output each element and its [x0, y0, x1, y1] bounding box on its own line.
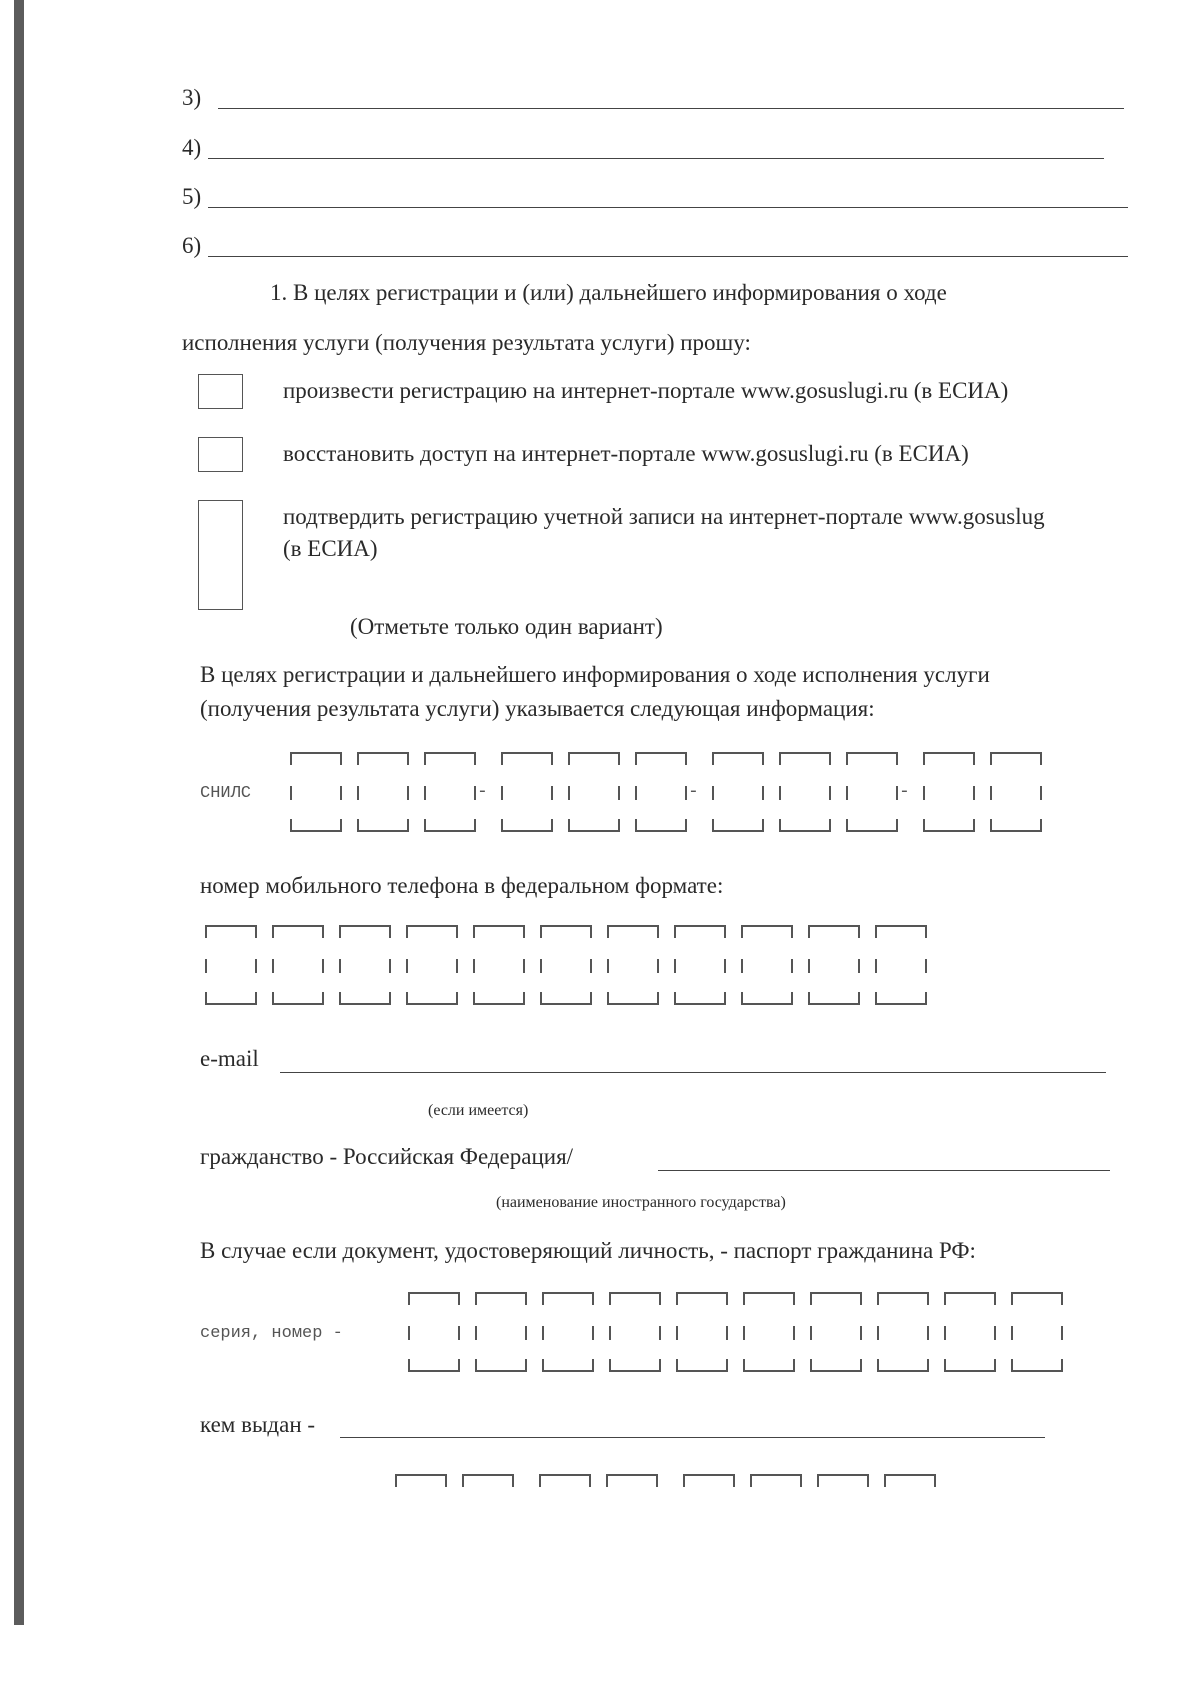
email-field[interactable] [280, 1072, 1106, 1073]
passport-intro: В случае если документ, удостоверяющий личность, - паспорт гражданина РФ: [200, 1238, 976, 1263]
phone-digit-cell[interactable] [406, 925, 458, 1005]
option-restore-checkbox[interactable] [198, 437, 243, 472]
division-code-digit-cell[interactable] [539, 1474, 591, 1488]
email-note: (если имеется) [428, 1102, 529, 1119]
snils-digit-cell[interactable] [357, 752, 409, 832]
phone-digit-cell[interactable] [540, 925, 592, 1005]
option-register-label: произвести регистрацию на интернет-портале www.gosuslugi.ru (в ЕСИА) [283, 378, 1009, 403]
line-number-5: 5) [182, 184, 202, 209]
phone-digit-cell[interactable] [339, 925, 391, 1005]
division-code-digit-cell[interactable] [606, 1474, 658, 1488]
division-code-digit-cell[interactable] [683, 1474, 735, 1488]
division-code-digit-cell[interactable] [750, 1474, 802, 1488]
snils-digit-cell[interactable] [712, 752, 764, 832]
phone-digit-cell[interactable] [741, 925, 793, 1005]
snils-digit-cell[interactable] [635, 752, 687, 832]
snils-digit-cell[interactable] [990, 752, 1042, 832]
info-intro-line-2: (получения результата услуги) указывается следующая информация: [200, 696, 875, 721]
option-register-checkbox[interactable] [198, 374, 243, 409]
option-restore-label: восстановить доступ на интернет-портале www.gosuslugi.ru (в ЕСИА) [283, 441, 969, 466]
snils-label: СНИЛС [200, 784, 252, 803]
snils-digit-cell[interactable] [779, 752, 831, 832]
passport-digit-cell[interactable] [408, 1292, 460, 1372]
passport-digit-cell[interactable] [676, 1292, 728, 1372]
phone-digit-cell[interactable] [808, 925, 860, 1005]
blank-line-6[interactable] [208, 256, 1128, 257]
snils-digit-cell[interactable] [923, 752, 975, 832]
line-number-3: 3) [182, 85, 202, 110]
passport-digit-cell[interactable] [877, 1292, 929, 1372]
passport-digit-cell[interactable] [609, 1292, 661, 1372]
option-confirm-label-2: (в ЕСИА) [283, 536, 378, 561]
phone-digit-cell[interactable] [272, 925, 324, 1005]
division-code-digit-cell[interactable] [395, 1474, 447, 1488]
phone-digit-cell[interactable] [473, 925, 525, 1005]
blank-line-4[interactable] [208, 158, 1104, 159]
phone-label: номер мобильного телефона в федеральном формате: [200, 873, 724, 898]
snils-digit-cell[interactable] [846, 752, 898, 832]
snils-digit-cell[interactable] [568, 752, 620, 832]
foreign-state-field[interactable] [658, 1170, 1110, 1171]
phone-digit-cell[interactable] [875, 925, 927, 1005]
passport-series-label: серия, номер - [200, 1324, 343, 1343]
phone-digit-cell[interactable] [205, 925, 257, 1005]
page-binding-edge [14, 0, 24, 1625]
info-intro-line-1: В целях регистрации и дальнейшего информирования о ходе исполнения услуги [200, 662, 990, 687]
snils-digit-cell[interactable] [290, 752, 342, 832]
snils-digit-cell[interactable] [501, 752, 553, 832]
snils-separator: - [899, 782, 910, 802]
options-note: (Отметьте только один вариант) [350, 614, 663, 639]
passport-digit-cell[interactable] [810, 1292, 862, 1372]
email-label: e-mail [200, 1046, 259, 1071]
paragraph-1-line-1: 1. В целях регистрации и (или) дальнейшего информирования о ходе [270, 280, 947, 305]
paragraph-1-line-2: исполнения услуги (получения результата услуги) прошу: [182, 330, 751, 355]
snils-separator: - [688, 782, 699, 802]
citizenship-note: (наименование иностранного государства) [496, 1194, 786, 1211]
issued-by-label: кем выдан - [200, 1412, 316, 1437]
citizenship-label: гражданство - Российская Федерация/ [200, 1144, 574, 1169]
line-number-4: 4) [182, 135, 202, 160]
division-code-digit-cell[interactable] [462, 1474, 514, 1488]
blank-line-5[interactable] [208, 207, 1128, 208]
division-code-digit-cell[interactable] [884, 1474, 936, 1488]
line-number-6: 6) [182, 233, 202, 258]
option-confirm-checkbox[interactable] [198, 500, 243, 610]
passport-digit-cell[interactable] [944, 1292, 996, 1372]
passport-digit-cell[interactable] [743, 1292, 795, 1372]
phone-digit-cell[interactable] [674, 925, 726, 1005]
blank-line-3[interactable] [218, 108, 1124, 109]
division-code-digit-cell[interactable] [817, 1474, 869, 1488]
passport-digit-cell[interactable] [542, 1292, 594, 1372]
issued-by-field[interactable] [340, 1437, 1045, 1438]
passport-digit-cell[interactable] [1011, 1292, 1063, 1372]
snils-separator: - [477, 782, 488, 802]
phone-digit-cell[interactable] [607, 925, 659, 1005]
passport-digit-cell[interactable] [475, 1292, 527, 1372]
snils-digit-cell[interactable] [424, 752, 476, 832]
option-confirm-label: подтвердить регистрацию учетной записи на интернет-портале www.gosuslug [283, 504, 1045, 529]
